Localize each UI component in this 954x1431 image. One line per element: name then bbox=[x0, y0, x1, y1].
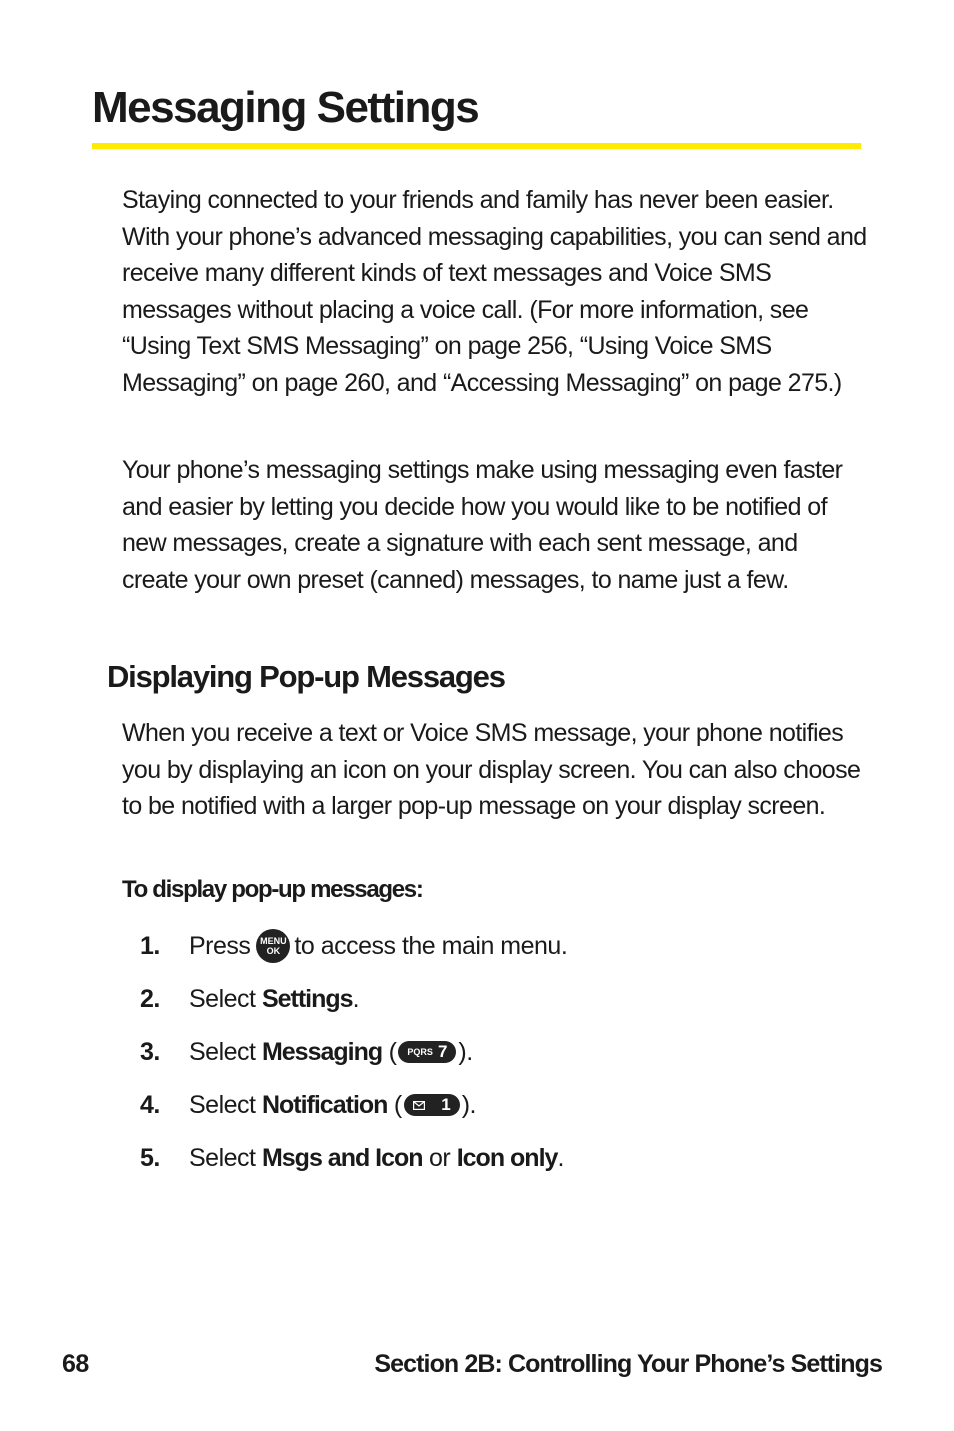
step-text-part: ( bbox=[387, 1091, 402, 1119]
menu-option-messaging: Messaging bbox=[261, 1038, 383, 1066]
step-text-part: Select bbox=[189, 1038, 262, 1066]
key-label: MENU bbox=[260, 936, 287, 946]
section-paragraph: When you receive a text or Voice SMS message, your phone notifies you by displaying an icon on your display screen. You can also choose to be notified with a larger pop-up message on your display screen. bbox=[122, 719, 861, 821]
step-2 bbox=[140, 981, 880, 1034]
step-text-part: ( bbox=[382, 1038, 397, 1066]
key-digit: 1 bbox=[441, 1095, 451, 1114]
key-digit: 7 bbox=[437, 1042, 448, 1061]
key-1-envelope-icon bbox=[404, 1094, 460, 1116]
step-3 bbox=[140, 1034, 880, 1087]
step-text-part: . bbox=[557, 1144, 564, 1172]
step-text-part: ). bbox=[458, 1038, 473, 1066]
step-number: 4. bbox=[140, 1091, 160, 1119]
menu-ok-key-icon bbox=[256, 929, 290, 963]
step-5 bbox=[140, 1140, 880, 1193]
step-text bbox=[189, 1087, 476, 1123]
step-text-part: Select bbox=[189, 1091, 262, 1119]
step-text bbox=[189, 1034, 473, 1070]
steps-list bbox=[140, 928, 880, 1193]
step-text-part: to access the main menu. bbox=[294, 932, 568, 960]
step-number: 5. bbox=[140, 1144, 160, 1172]
menu-option-icon-only: Icon only bbox=[456, 1144, 558, 1172]
step-text-part: . bbox=[352, 985, 360, 1013]
intro-paragraph-1: Staying connected to your friends and family has never been easier. With your phone’s advanced messaging capabilities, you can send and receive many different kinds of text messages and Voice SMS messages without placing a voice call. (For more information, see “Using Text SMS Messaging” on page 256, “Using Voice SMS Messaging” on page 260, and “Accessing Messaging” on page 275.) bbox=[122, 186, 867, 397]
procedure-heading: To display pop-up messages: bbox=[122, 876, 423, 903]
key-7-pqrs-icon bbox=[398, 1041, 456, 1063]
step-number: 3. bbox=[140, 1038, 160, 1066]
step-text bbox=[189, 928, 567, 964]
step-text-part: ). bbox=[461, 1091, 476, 1119]
step-text-part: Select bbox=[189, 1144, 262, 1172]
menu-option-notification: Notification bbox=[261, 1091, 388, 1119]
key-letters: PQRS bbox=[407, 1047, 433, 1057]
key-label: OK bbox=[266, 946, 281, 956]
menu-option-settings: Settings bbox=[261, 985, 353, 1013]
page-title: Messaging Settings bbox=[92, 83, 479, 132]
footer-page-number: 68 bbox=[62, 1350, 89, 1378]
menu-option-msgs-and-icon: Msgs and Icon bbox=[261, 1144, 423, 1172]
section-heading: Displaying Pop-up Messages bbox=[107, 659, 505, 694]
step-text-part: Press bbox=[189, 932, 251, 960]
envelope-icon bbox=[413, 1101, 425, 1110]
step-1 bbox=[140, 928, 880, 981]
title-underline-rule bbox=[92, 143, 861, 149]
step-4 bbox=[140, 1087, 880, 1140]
step-text-part: Select bbox=[189, 985, 262, 1013]
step-text-part: or bbox=[422, 1144, 457, 1172]
intro-paragraph-2: Your phone’s messaging settings make using messaging even faster and easier by letting you decide how you would like to be notified of new messages, create a signature with each sent message, and create your own preset (canned) messages, to name just a few. bbox=[122, 456, 843, 594]
footer-section-title: Section 2B: Controlling Your Phone’s Settings bbox=[374, 1350, 882, 1378]
step-number: 2. bbox=[140, 985, 160, 1013]
step-text bbox=[189, 1140, 564, 1176]
step-number: 1. bbox=[140, 932, 160, 960]
step-text bbox=[189, 981, 359, 1017]
